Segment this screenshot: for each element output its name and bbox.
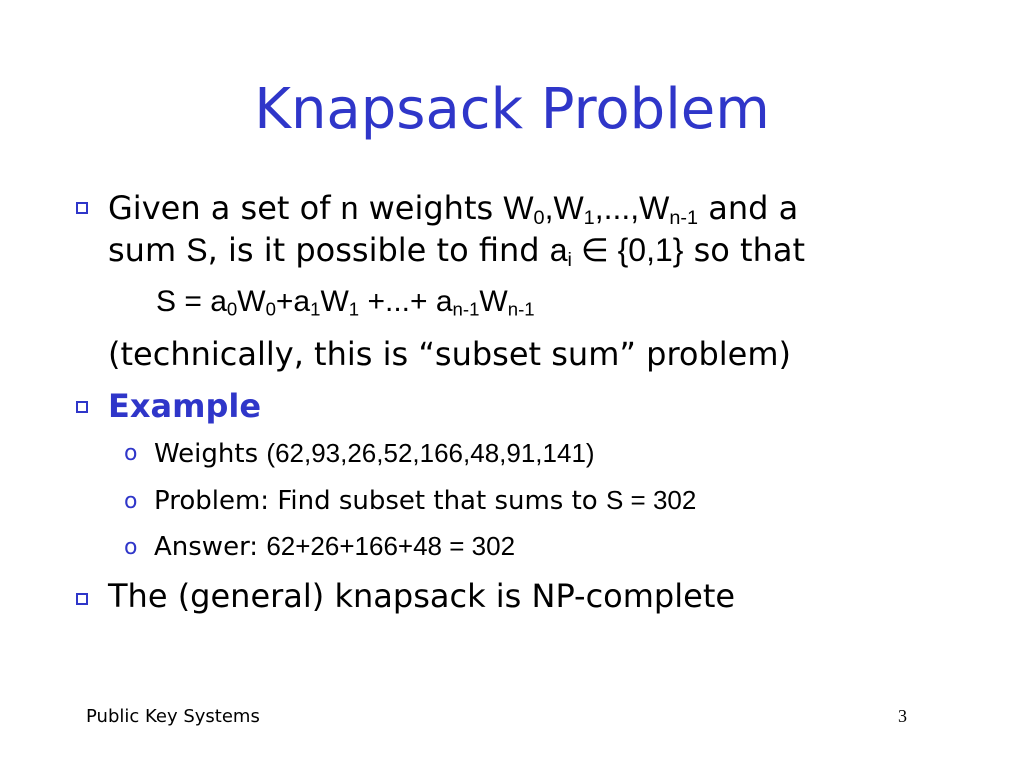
sub-bullet-icon: o bbox=[124, 441, 138, 466]
sub-bullet-weights: Weights (62,93,26,52,166,48,91,141) bbox=[154, 438, 595, 469]
sub-bullet-problem: Problem: Find subset that sums to S = 302 bbox=[154, 485, 697, 516]
bullet-2-example: Example bbox=[108, 387, 262, 425]
sub-bullet-icon: o bbox=[124, 535, 138, 560]
text: and a bbox=[698, 189, 799, 227]
bullet-square-icon bbox=[76, 401, 88, 413]
bullet-1-note: (technically, this is “subset sum” problem) bbox=[108, 335, 792, 373]
bullet-square-icon bbox=[76, 593, 88, 605]
bullet-1-line-2 bbox=[108, 230, 805, 270]
text: sum bbox=[108, 231, 187, 269]
math-ai: $a_i$ ∈ {0,1} bbox=[549, 232, 684, 271]
sub-bullet-answer: Answer: 62+26+166+48 = 302 bbox=[154, 531, 516, 562]
text: so that bbox=[683, 231, 806, 269]
bullet-1-line-1 bbox=[108, 188, 798, 228]
math-w0: $W_0,W_1,...,W_{n-1}$ bbox=[503, 190, 699, 229]
var-n: n bbox=[340, 190, 359, 226]
page-number: 3 bbox=[898, 706, 907, 726]
text: weights bbox=[358, 189, 504, 227]
bullet-square-icon bbox=[76, 202, 88, 214]
bullet-1-formula: $S = a_0W_0+a_1W_1$ +...+ $a_{n-1}W_{n-1}$ bbox=[156, 285, 535, 320]
bullet-3-np-complete: The (general) knapsack is NP-complete bbox=[108, 577, 736, 615]
var-s: S bbox=[186, 232, 208, 268]
slide-title: Knapsack Problem bbox=[254, 77, 770, 142]
footer-title: Public Key Systems bbox=[86, 706, 260, 727]
sub-bullet-icon: o bbox=[124, 489, 138, 514]
text: , is it possible to find bbox=[207, 231, 550, 269]
text: Given a set of bbox=[108, 189, 341, 227]
